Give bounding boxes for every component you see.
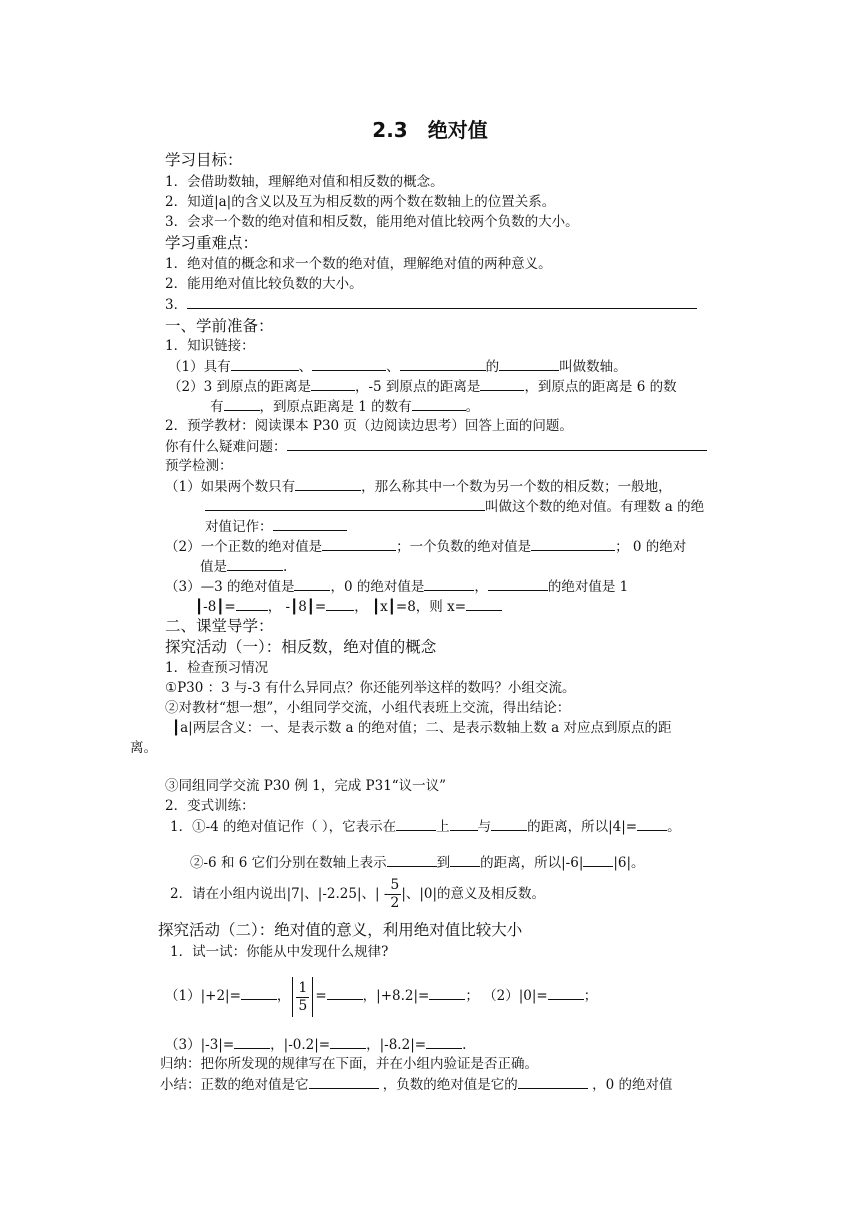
try-line-1: （1）|+2|= ， $\frac{1}{5}$ = ，|+8.2|= ； （2）|0|= ； bbox=[165, 976, 597, 1017]
act1-item: ③同组同学交流 P30 例 1，完成 P31“议一议” bbox=[165, 778, 447, 794]
blank[interactable] bbox=[224, 396, 260, 411]
act1-item: 1．检查预习情况 bbox=[165, 660, 269, 676]
check-line-2a: （2）一个正数的绝对值是 ；一个负数的绝对值是 ； 0 的绝对 bbox=[165, 536, 686, 557]
act1-item: 2．变式训练： bbox=[165, 798, 255, 814]
blank[interactable] bbox=[400, 356, 486, 371]
prep-link: 1．知识链接： bbox=[165, 338, 255, 354]
check-line-1c: 对值记作： bbox=[205, 516, 347, 537]
prep-line-1: （1）具有 、 、 的 叫做数轴。 bbox=[168, 356, 627, 377]
blank[interactable] bbox=[231, 356, 299, 371]
try-line-3: （3）|-3|= ，|-0.2|= ，|-8.2|= . bbox=[165, 1034, 466, 1055]
fraction-one-fifth: $\frac{1}{5}$ bbox=[298, 979, 308, 1014]
blank[interactable] bbox=[326, 596, 354, 611]
blank[interactable] bbox=[637, 816, 667, 831]
blank[interactable] bbox=[583, 852, 613, 867]
train-line-1b: ②-6 和 6 它们分别在数轴上表示 到 的距离，所以|-6| |6|。 bbox=[190, 852, 645, 873]
fraction-five-halves: $\frac{5}{2}$ bbox=[390, 877, 400, 911]
blank[interactable] bbox=[548, 985, 584, 1000]
blank[interactable] bbox=[426, 1034, 462, 1049]
blank[interactable] bbox=[311, 376, 355, 391]
act1-item: ②对教材“想一想”，小组同学交流，小组代表班上交流，得出结论： bbox=[165, 700, 571, 716]
keypoint-item: 2．能用绝对值比较负数的大小。 bbox=[165, 276, 363, 292]
blank[interactable] bbox=[287, 436, 707, 451]
blank[interactable] bbox=[327, 985, 363, 1000]
goal-item: 3．会求一个数的绝对值和相反数，能用绝对值比较两个负数的大小。 bbox=[165, 214, 579, 230]
blank[interactable] bbox=[499, 356, 559, 371]
blank[interactable] bbox=[187, 294, 697, 309]
blank[interactable] bbox=[294, 576, 330, 591]
keypoints-heading: 学习重难点： bbox=[165, 234, 259, 252]
blank[interactable] bbox=[518, 1074, 588, 1089]
act1-item: ①P30 ：3 与-3 有什么异同点？你还能列举这样的数吗？小组交流。 bbox=[165, 680, 576, 696]
blank[interactable] bbox=[295, 476, 361, 491]
blank[interactable] bbox=[227, 556, 283, 571]
blank[interactable] bbox=[450, 816, 478, 831]
blank[interactable] bbox=[273, 516, 347, 531]
blank[interactable] bbox=[396, 816, 436, 831]
blank[interactable] bbox=[322, 536, 396, 551]
check-line-3b: ┃-8┃= ， -┃8┃= ， ┃x┃=8，则 x= bbox=[195, 596, 502, 617]
train-line-2: 2．请在小组内说出|7|、|-2.25|、| - $\frac{5}{2}$ |、|0|的意义及相反数。 bbox=[170, 877, 546, 911]
prep-preview: 2．预学教材：阅读课本 P30 页（边阅读边思考）回答上面的问题。 bbox=[165, 418, 573, 434]
abs-one-fifth bbox=[292, 977, 313, 1017]
check-line-3a: （3）—3 的绝对值是 ，0 的绝对值是 ， 的绝对值是 1 bbox=[165, 576, 628, 597]
page-title: 2.3 绝对值 bbox=[372, 118, 488, 142]
blank[interactable] bbox=[312, 356, 386, 371]
goals-heading: 学习目标： bbox=[165, 151, 243, 169]
blank[interactable] bbox=[241, 985, 277, 1000]
check-line-1a: （1）如果两个数只有 ，那么称其中一个数为另一个数的相反数；一般地， bbox=[165, 476, 672, 497]
blank[interactable] bbox=[330, 1034, 366, 1049]
blank[interactable] bbox=[491, 816, 527, 831]
goal-item: 1．会借助数轴，理解绝对值和相反数的概念。 bbox=[165, 174, 444, 190]
summary-line: 小结：正数的绝对值是它 ，负数的绝对值是它的 ，0 的绝对值 bbox=[160, 1074, 672, 1095]
blank[interactable] bbox=[234, 1034, 270, 1049]
blank[interactable] bbox=[531, 536, 615, 551]
blank[interactable] bbox=[480, 376, 524, 391]
prep-question: 你有什么疑难问题： bbox=[165, 436, 707, 457]
induce-line: 归纳：把你所发现的规律写在下面，并在小组内验证是否正确。 bbox=[160, 1056, 538, 1072]
class-heading: 二、课堂导学： bbox=[165, 617, 274, 635]
prep-line-2b: 有 ，到原点距离是 1 的数有 。 bbox=[210, 396, 479, 417]
blank[interactable] bbox=[205, 496, 485, 511]
blank[interactable] bbox=[309, 1074, 379, 1089]
act1-item: ┃a|两层含义：一、是表示数 a 的绝对值；二、是表示数轴上数 a 对应点到原点的距 bbox=[172, 720, 672, 736]
blank[interactable] bbox=[387, 852, 437, 867]
blank[interactable] bbox=[466, 596, 502, 611]
keypoint-item: 1．绝对值的概念和求一个数的绝对值，理解绝对值的两种意义。 bbox=[165, 256, 552, 272]
prep-line-2a: （2）3 到原点的距离是 ，-5 到原点的距离是 ，到原点的距离是 6 的数 bbox=[168, 376, 677, 397]
activity-1-heading: 探究活动（一）：相反数，绝对值的概念 bbox=[165, 638, 437, 656]
blank[interactable] bbox=[488, 576, 548, 591]
blank[interactable] bbox=[450, 852, 480, 867]
activity-2-heading: 探究活动（二）：绝对值的意义，利用绝对值比较大小 bbox=[158, 921, 523, 939]
check-line-1b: 叫做这个数的绝对值。有理数 a 的绝 bbox=[205, 496, 704, 517]
check-heading: 预学检测： bbox=[165, 458, 233, 474]
act2-item: 1．试一试：你能从中发现什么规律? bbox=[170, 944, 389, 960]
check-line-2b: 值是 . bbox=[200, 556, 287, 577]
act1-item: 离。 bbox=[130, 740, 157, 756]
blank[interactable] bbox=[236, 596, 268, 611]
goal-item: 2．知道|a|的含义以及互为相反数的两个数在数轴上的位置关系。 bbox=[165, 194, 556, 210]
blank[interactable] bbox=[412, 396, 466, 411]
train-line-1a: 1．①-4 的绝对值记作（ ），它表示在 上 与 的距离，所以|4|= 。 bbox=[170, 816, 681, 837]
prep-heading: 一、学前准备： bbox=[165, 317, 274, 335]
blank[interactable] bbox=[429, 985, 465, 1000]
blank[interactable] bbox=[424, 576, 474, 591]
keypoint-item: 3． bbox=[165, 294, 697, 315]
